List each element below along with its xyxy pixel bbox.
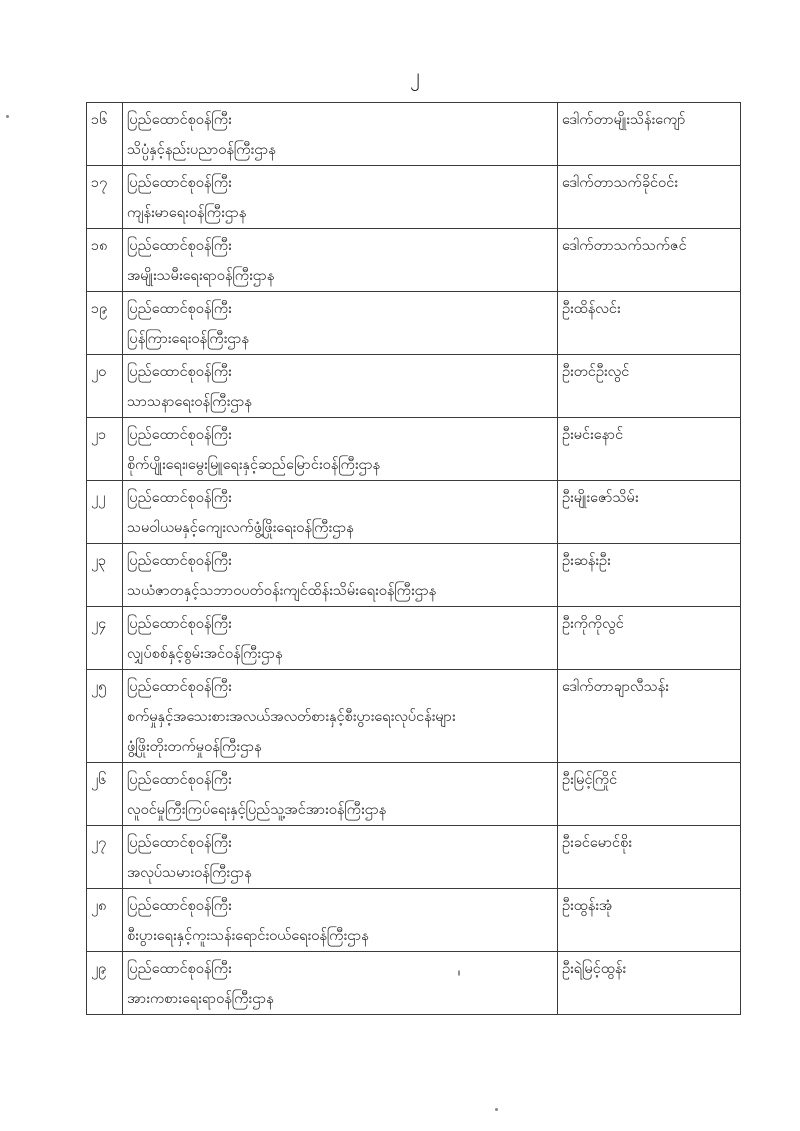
row-number: ၁၈ bbox=[87, 229, 123, 292]
minister-name: ဦးထိန်လင်း bbox=[558, 292, 741, 355]
ministry-name: လျှပ်စစ်နှင့်စွမ်းအင်ဝန်ကြီးဌာန bbox=[127, 646, 283, 662]
post-cell bbox=[123, 889, 558, 952]
row-number: ၂၇ bbox=[87, 826, 123, 889]
table-row bbox=[87, 889, 741, 952]
row-number: ၂၁ bbox=[87, 418, 123, 481]
minister-name: ဦးမြင့်ကြိုင် bbox=[558, 763, 741, 826]
table-row bbox=[87, 166, 741, 229]
table-row bbox=[87, 292, 741, 355]
minister-name: ဦးရဲမြင့်ထွန်း bbox=[558, 952, 741, 1015]
post-cell bbox=[123, 544, 558, 607]
post-cell bbox=[123, 481, 558, 544]
ministry-name: ဖွံ့ဖြိုးတိုးတက်မှုဝန်ကြီးဌာန bbox=[127, 739, 262, 755]
post-cell bbox=[123, 355, 558, 418]
row-number: ၁၆ bbox=[87, 103, 123, 166]
post-title: ပြည်ထောင်စုဝန်ကြီး bbox=[127, 898, 232, 914]
table-row bbox=[87, 763, 741, 826]
row-number: ၂၆ bbox=[87, 763, 123, 826]
post-cell bbox=[123, 166, 558, 229]
minister-name: ဒေါက်တာသက်သက်ဇင် bbox=[558, 229, 741, 292]
ministry-name: သိပ္ပံနှင့်နည်းပညာဝန်ကြီးဌာန bbox=[127, 142, 276, 158]
post-title: ပြည်ထောင်စုဝန်ကြီး bbox=[127, 364, 232, 380]
minister-name: ဒေါက်တာသက်ခိုင်ဝင်း bbox=[558, 166, 741, 229]
ministry-name: သမဝါယမနှင့်ကျေးလက်ဖွံ့ဖြိုးရေးဝန်ကြီးဌာန bbox=[127, 520, 354, 536]
ministry-name: အားကစားရေးရာဝန်ကြီးဌာန bbox=[127, 991, 274, 1007]
table-row bbox=[87, 952, 741, 1015]
post-title: ပြည်ထောင်စုဝန်ကြီး bbox=[127, 238, 232, 254]
post-title: ပြည်ထောင်စုဝန်ကြီး bbox=[127, 427, 232, 443]
row-number: ၁၇ bbox=[87, 166, 123, 229]
row-number: ၂၈ bbox=[87, 889, 123, 952]
table-row bbox=[87, 607, 741, 670]
post-title: ပြည်ထောင်စုဝန်ကြီး bbox=[127, 112, 232, 128]
row-number: ၂၉ bbox=[87, 952, 123, 1015]
table-row bbox=[87, 229, 741, 292]
post-cell bbox=[123, 952, 558, 1015]
post-cell bbox=[123, 607, 558, 670]
post-title: ပြည်ထောင်စုဝန်ကြီး bbox=[127, 835, 232, 851]
ministry-name: ကျန်းမာရေးဝန်ကြီးဌာန bbox=[127, 205, 247, 221]
minister-name: ဒေါက်တာမျိုးသိန်းကျော် bbox=[558, 103, 741, 166]
post-cell bbox=[123, 292, 558, 355]
post-title: ပြည်ထောင်စုဝန်ကြီး bbox=[127, 175, 232, 191]
minister-name: ဦးခင်မောင်စိုး bbox=[558, 826, 741, 889]
ministry-name: စိုက်ပျိုးရေး၊မွေးမြူရေးနှင့်ဆည်မြောင်းဝန်ကြီးဌာန bbox=[127, 457, 381, 473]
row-number: ၁၉ bbox=[87, 292, 123, 355]
post-cell bbox=[123, 763, 558, 826]
ministry-name: စက်မှုနှင့်အသေးစားအလယ်အလတ်စားနှင့်စီးပွားရေးလုပ်ငန်းများ bbox=[127, 709, 456, 725]
ministry-name: အမျိုးသမီးရေးရာဝန်ကြီးဌာန bbox=[127, 268, 275, 284]
table-row bbox=[87, 544, 741, 607]
row-number: ၂၄ bbox=[87, 607, 123, 670]
scan-speck bbox=[495, 1108, 498, 1111]
minister-name: ဦးထွန်းအုံ bbox=[558, 889, 741, 952]
ministers-table bbox=[86, 102, 741, 1015]
row-number: ၂၂ bbox=[87, 481, 123, 544]
minister-name: ဒေါက်တာချာလီသန်း bbox=[558, 670, 741, 763]
post-cell bbox=[123, 103, 558, 166]
minister-name: ဦးမျိုးဇော်သိမ်း bbox=[558, 481, 741, 544]
post-cell bbox=[123, 418, 558, 481]
minister-name: ဦးမင်းနောင် bbox=[558, 418, 741, 481]
post-title: ပြည်ထောင်စုဝန်ကြီး bbox=[127, 553, 232, 569]
post-cell bbox=[123, 670, 558, 763]
post-title: ပြည်ထောင်စုဝန်ကြီး bbox=[127, 679, 232, 695]
row-number: ၂၅ bbox=[87, 670, 123, 763]
minister-name: ဦးဆန်းဦး bbox=[558, 544, 741, 607]
post-title: ပြည်ထောင်စုဝန်ကြီး bbox=[127, 772, 232, 788]
scan-speck bbox=[458, 970, 460, 976]
ministry-name: လူဝင်မှုကြီးကြပ်ရေးနှင့်ပြည်သူ့အင်အားဝန်ကြီးဌာန bbox=[127, 802, 387, 818]
post-cell bbox=[123, 229, 558, 292]
ministry-name: အလုပ်သမားဝန်ကြီးဌာန bbox=[127, 865, 252, 881]
row-number: ၂၃ bbox=[87, 544, 123, 607]
post-title: ပြည်ထောင်စုဝန်ကြီး bbox=[127, 961, 232, 977]
post-title: ပြည်ထောင်စုဝန်ကြီး bbox=[127, 490, 232, 506]
table-row bbox=[87, 418, 741, 481]
post-title: ပြည်ထောင်စုဝန်ကြီး bbox=[127, 301, 232, 317]
ministry-name: သယံဇာတနှင့်သဘာဝပတ်ဝန်းကျင်ထိန်းသိမ်းရေးဝန်ကြီးဌာန bbox=[127, 583, 437, 599]
page-number: ၂ bbox=[410, 63, 420, 87]
table-row bbox=[87, 826, 741, 889]
post-cell bbox=[123, 826, 558, 889]
ministers-table-body bbox=[87, 103, 741, 1015]
scan-speck bbox=[6, 115, 9, 118]
table-row bbox=[87, 103, 741, 166]
ministry-name: ပြန်ကြားရေးဝန်ကြီးဌာန bbox=[127, 331, 249, 347]
post-title: ပြည်ထောင်စုဝန်ကြီး bbox=[127, 616, 232, 632]
table-row bbox=[87, 481, 741, 544]
ministry-name: စီးပွားရေးနှင့်ကူးသန်းရောင်းဝယ်ရေးဝန်ကြီးဌာန bbox=[127, 928, 369, 944]
minister-name: ဦးကိုကိုလွင် bbox=[558, 607, 741, 670]
row-number: ၂၀ bbox=[87, 355, 123, 418]
ministry-name: သာသနာရေးဝန်ကြီးဌာန bbox=[127, 394, 252, 410]
minister-name: ဦးတင်ဦးလွင် bbox=[558, 355, 741, 418]
table-row bbox=[87, 355, 741, 418]
table-row bbox=[87, 670, 741, 763]
